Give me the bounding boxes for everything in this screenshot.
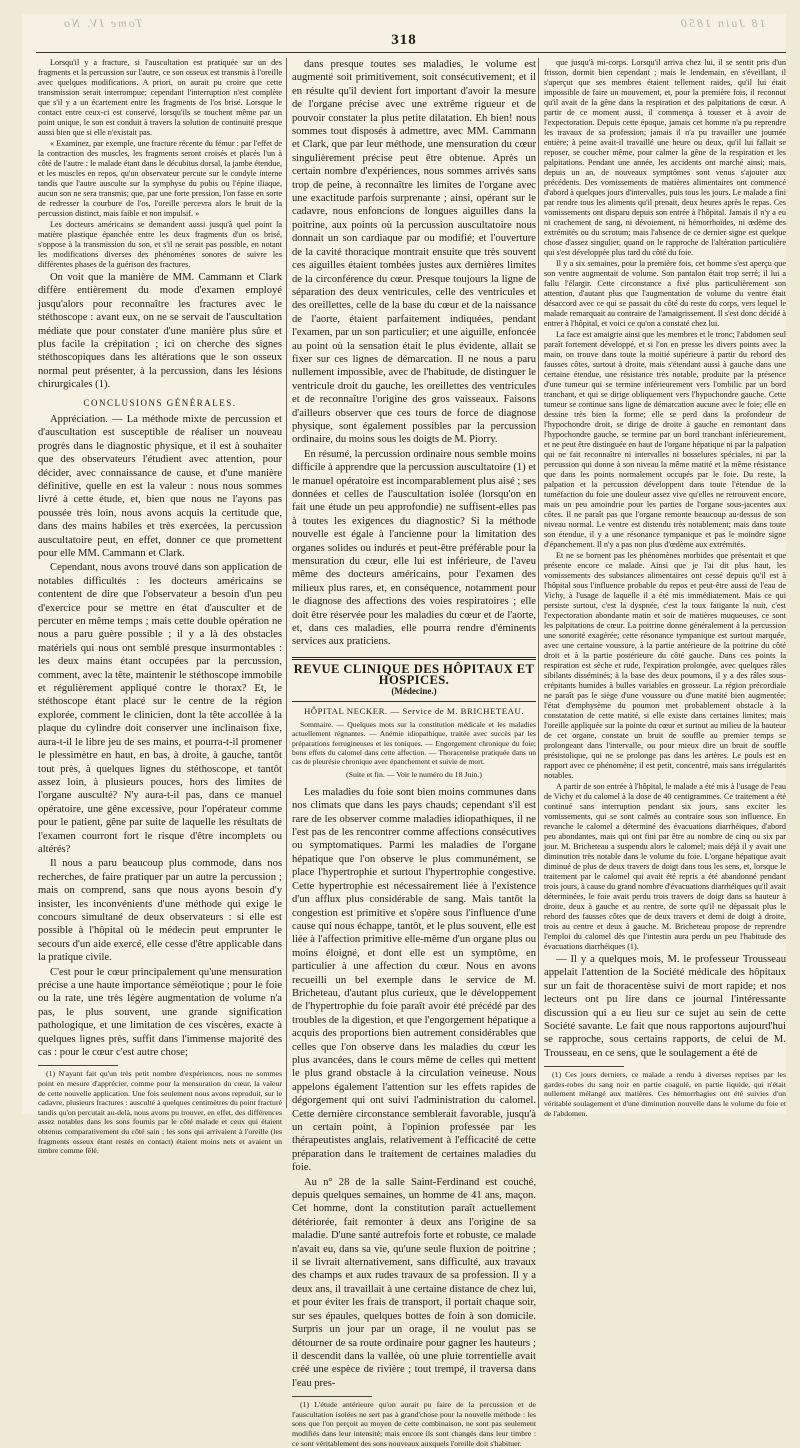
col2-paragraph-3: Les maladies du foie sont bien moins communes dans nos climats que dans les pays chauds; cependant s'il est rare de les observer comme maladies idiopathiques, il ne l'est pas de les rencontrer comme affections consécutives ou symptomatiques. Parmi les maladies de l'organe hépatique que l'on observe le plus communément, se place l'hypertrophie et surtout l'hypertrophie congestive. Cette hypertrophie est nécessairement liée à l'existence d'un afflux plus considérable de sang. Mais tantôt la congestion est primitive et s'opère sous l'influence d'une cause qui nous échappe, tantôt, et le plus souvent, elle est liée à l'affection primitive elle-même d'un organe plus ou moins éloigné, et dont elle est un symptôme, en particulier à une affection du cœur. Nous en avons recueilli un bel exemple dans le service de M. Bricheteau, d'autant plus curieux, que le développement de l'hypertrophie du foie paraît avoir été précédé par des troubles de la digestion, et que l'engorgement hépatique a acquis des proportions bien autrement considérables que celles que l'on observe dans les maladies du cœur les plus avancées, dans le cours même de celles qui mettent le plus grand obstacle à la circulation veineuse. Nous appelons également l'attention sur les effets rapides de dégorgement qui ont suivi l'administration du calomel. Cette dernière circonstance semblerait favorable, jusqu'à un certain point, à l'opinion professée par les thérapeutistes anglais, relativement à l'efficacité de cette préparation dans le traitement de certaines maladies du foie.	[292, 786, 536, 1174]
col2-paragraph-2: En résumé, la percussion ordinaire nous semble moins difficile à apprendre que la percussion auscultatoire (1) et le manuel opératoire est incomparablement plus aisé ; ses données et celles de l'auscultation isolée (lorsqu'on en fait une étude un peu approfondie) ne suffisent-elles pas à toutes les exigences du diagnostic? Si la méthode nouvelle est égale à l'ancienne pour la limitation des organes solides ou indurés et peut-être préférable pour la mensuration du cœur, elle lui est inférieure, de l'aveu même des docteurs américains, pour l'examen des milieux plus rares, et, en conséquence, notamment pour le diagnose des affections des voies respiratoires ; elle doit être réservée pour les maladies du cœur et de l'aorte, et, dans ces maladies, elle pourra rendre d'éminents services aux praticiens.	[292, 448, 536, 648]
col1-paragraph-4: On voit que la manière de MM. Cammann et Clark diffère entièrement du mode d'examen employé jusqu'alors pour reconnaître les fractures avec le stéthoscope : avant eux, on ne se servait de l'auscultation médiate que pour constater d'une manière plus sûre et plus facile la crépitation ; ici on cherche des signes stéthoscopiques dans les altérations que le son osseux normal peut présenter, à la percussion, dans les lésions chirurgicales (1).	[38, 272, 282, 391]
column-3	[544, 58, 786, 1118]
col2-paragraph-4: Au n° 28 de la salle Saint-Ferdinand est couché, depuis quelques semaines, un homme de 41 ans, maçon. Cet homme, dont la constitution paraît actuellement détériorée, fait remonter à deux ans l'origine de sa maladie. D'une santé autrefois forte et robuste, ce malade n'avait eu, dans sa vie, qu'une seule fluxion de poitrine ; il se livrait alternativement, sans difficulté, aux travaux des champs et aux rudes travaux de sa profession. Il y a deux ans, il travaillait à une certaine distance de chez lui, et pour éviter les frais de transport, il portait chaque soir, sur ses épaules, quelques bottes de foin à son domicile. Surpris un jour par un orage, il ne voulut pas se détourner de sa route ordinaire pour gagner les hauteurs ; il descendit dans la vallée, où une pluie torrentielle avait créé une espèce de rivière ; tout trempé, il traversa dans l'eau pres-	[292, 1176, 536, 1389]
column-rule-1	[286, 58, 287, 1108]
revue-title: REVUE CLINIQUE DES HÔPITAUX ET HOSPICES.	[293, 661, 535, 688]
footnote-rule	[38, 1065, 118, 1066]
col2-paragraph-1: dans presque toutes ses maladies, le volume est augmenté soit primitivement, soit consécutivement; et il en résulte qu'il devient fort important d'avoir la mesure de l'organe précise avec une extrême rigueur et de pouvoir constater la plus petite dilatation. Eh bien! nous sommes tout disposés à admettre, avec MM. Cammann et Clark, que par leur méthode, une mensuration du cœur singulièrement précise peut être obtenue. Après un certain nombre d'expériences, nous sommes arrivés sans trop de peine, à reconnaître les limites de l'organe avec une exactitude parfois surprenante ; ainsi, opérant sur le cadavre, nous enfoncions de longues aiguilles dans la poitrine, aux points où la percussion auscultatoire nous donnait un son cardiaque par ou modifié; et l'ouverture de la cavité thoracique montrait ensuite que très souvent ces aiguilles étaient tombées justes aux dernières limites de la circonférence du cœur. Presque toujours la ligne de séparation des deux ventricules, celle des ventricules et des oreillettes, celle de la base du cœur et de la naissance de l'aorte, étaient parfaitement indiquées, pendant l'examen, par un son particulier; et une aiguille, enfoncée au point où la sensation était le plus évidente, allait se fixer sur ces lignes de démarcation. Il ne nous a paru nullement impossible, avec de l'habitude, de distinguer le ventricule droit du gauche, les oreillettes des ventricules et de reconnaître l'origine des gros vaisseaux. Faisons d'ailleurs observer que ces tours de force de diagnose physique, sont également possibles par la percussion ordinaire, du moins sous les doigts de M. Piorry.	[292, 59, 536, 446]
column-rule-2	[538, 58, 539, 1108]
footnote-rule	[292, 1396, 372, 1397]
col3-paragraph-2: Il y a six semaines, pour la première fois, cet homme s'est aperçu que son ventre augmentait de volume. Son pantalon était trop serré; il lui a fallu l'élargir. Cette circonstance a fixé plus particulièrement son attention, d'autant plus que l'augmentation de volume du ventre était désaccord avec ce qui se passait du côté du reste du corps, vers lequel le malade remarquait au contraire de l'amaigrissement. Il s'est donc décidé à entrer à l'hôpital, et voici ce qu'on a constaté chez lui.	[544, 259, 786, 328]
revue-clinique-banner	[292, 657, 536, 702]
column-2	[292, 58, 536, 1448]
col1-paragraph-7: Il nous a paru beaucoup plus commode, dans nos recherches, de faire pratiquer par un autre la percussion ; mais on comprend, sans que nous ayons besoin d'y insister, les inconvénients d'une méthode qui exige le concours simultané de deux observateurs : si elle est possible à l'hôpital où le médecin peut emprunter le secours d'un aide exercé, elle cesse d'être applicable dans la pratique civile.	[38, 858, 282, 964]
summary-continuation-note: (Suite et fin. — Voir le numéro du 18 Juin.)	[346, 769, 482, 779]
col3-paragraph-4: Et ne se bornent pas les phénomènes morbides que présentait et que présente encore ce malade. Ainsi que je l'ai dit plus haut, les vomissements des substances alimentaires ont cessé depuis qu'il est à l'hôpital sous l'influence probable du repos et peut-être aussi de l'eau de Vichy, à l'usage de laquelle il a été mis immédiatement. Mais ce qui persiste surtout, c'est la dyspnée, c'est la toux fatigante la nuit, c'est l'expectoration abondante matin et soir de matières muqueuses, ce sont les palpitations de cœur. La poitrine donne généralement à la percussion une sonorité exagérée; cette résonance tympanique est surtout marquée, avec une certaine voussure, à la partie antérieure de la poitrine du côté droit et à la partie postérieure du côté gauche. Dans ces points la respiration est sèche et rude, l'expiration prolongée, avec quelques râles sibilants disséminés; à la base des deux poumons, il y a des râles sous-crépitants humides à bulles variables en grosseur. La région précordiale ne paraît pas le siège d'une voussure ou d'une matité bien augmentée; l'état d'emphysème du poumon met probablement obstacle à la constatation de cette matité, si elle existe dans certaines limites; mais l'oreille appliquée sur la pointe du cœur et surtout au milieu de la hauteur de cet organe, constate un bruit de souffle au premier temps se prolongeant dans l'intervalle, ou pour mieux dire un bruit de souffle présistolique, qui ne se prolonge pas dans les artères. Le pouls est en rapport avec ce phénomène; il est petit, concentré, mais sans irrégularités notables.	[544, 551, 786, 780]
section-title-conclusions: CONCLUSIONS GÉNÉRALES.	[83, 397, 237, 408]
col2-footnote: (1) L'étude antérieure qu'on aurait pu faire de la percussion et de l'auscultation isolées ne sert pas à grand'chose pour la nouvelle méthode : les sons que l'on perçoit au moyen de cette combinaison, ne sont pas seulement modifiés dans leur intensité; mais encore ils sont changés dans leur timbre : ce sont véritablement des sons nouveaux auxquels l'oreille doit s'habituer.	[292, 1400, 536, 1448]
col1-paragraph-1: Lorsqu'il y a fracture, si l'auscultation est pratiquée sur un des fragments et la percussion sur l'autre, ce son osseux est transmis à l'oreille avec quelques modifications. A priori, on aurait pu croire que cette transmission serait interrompue; cependant l'interruption n'est complète que s'il y a un écartement entre les fragments de l'os brisé. Lorsque le contact entre ceux-ci est conservé, lorsqu'ils se touchent même par un point unique, le son est conduit à travers la solution de continuité presque aussi bien que si elle n'existait pas.	[38, 58, 282, 137]
bleed-through-text-left: Tome IV. No	[62, 16, 143, 30]
col1-paragraph-3: Les docteurs américains se demandent aussi jusqu'à quel point la matière plastique épanchée entre les deux fragments d'un os brisé, s'oppose à la transmission du son, et s'il ne serait pas possible, en notant les modifications diverses des phénomènes sonores de suivre les différentes phases de la guérison des fractures.	[38, 220, 282, 269]
col3-footnote: (1) Ces jours derniers, ce malade a rendu à diverses reprises par les gardes-robes du sang noir en partie coagulé, en partie liquide, qui n'était nullement mélangé aux matières. Ces hémorrhagies ont été suivies d'un véritable soulagement et d'une diminution nouvelle dans le volume du foie et de l'abdomen.	[544, 1070, 786, 1118]
col3-paragraph-1: que jusqu'à mi-corps. Lorsqu'il arriva chez lui, il se sentit pris d'un frisson, dormit bien cependant ; mais le lendemain, en s'éveillant, il s'aperçut que ses membres étaient tellement raides, qu'il lui était impossible de faire un mouvement, et, pour la première fois, il reconnut qu'il avait de la gêne dans la respiration et des palpitations de cœur. A partir de ce moment aussi, il commença à tousser et à avoir de l'expectoration. Depuis cette époque, jamais cet homme n'a pu reprendre les travaux de sa profession; jamais il n'a pu travailler une journée entière; à peine avait-il travaillé une heure ou deux, qu'il lui fallait se reposer, se coucher même, pour calmer la gêne de la respiration et les palpitations. Pendant une année, les accidents ont marché ainsi; mais, depuis un an, de nouveaux symptômes sont venus s'ajouter aux précédents. Des vomissements de matières alimentaires ont commencé d'abord à quelques jours d'intervalles, puis tous les jours. Le malade a fini par rendre tous les aliments qu'il prenait, deux heures après le repas. Ces vomissements ont disparu depuis son entrée à l'hôpital. Jamais il n'y a eu ni crachement de sang, ni dévoiement, ni hémorrhoïdes, ni œdème des extrémités ou du scrotum; mais l'absence de ce dernier signe est quelque chose d'assez singulier, quand on le rapproche de l'altération particulière qui s'est développée plus tard du côté du foie.	[544, 58, 786, 257]
page-header	[22, 14, 786, 50]
col3-paragraph-5: A partir de son entrée à l'hôpital, le malade a été mis à l'usage de l'eau de Vichy et du calomel à la dose de 40 centigrammes. Ce traitement a été continué sans interruption pendant six jours, sans exciter les vomissements, qui se sont calmés au contraire sous son influence. En revanche le calomel a déterminé des évacuations diarrhéiques, d'abord peu abondantes, mais qui ont fini par être au nombre de cinq ou six par jour. M. Bricheteau a suspendu alors le calomel; mais déjà il y avait une diminution très notable dans le volume du foie. L'organe hépatique avait diminué de plus de deux travers de doigt dans tous les sens, et, lorsque le traitement par le calomel qui avait été repris a été abandonné pendant trois jours, à cause du grand nombre d'évacuations diarrhéiques qu'il avait déterminées, le foie avait perdu trois travers de doigt dans sa hauteur à droite, deux à gauche et au centre, de sorte qu'il ne dépassait plus le rebord des fausses côtes que de deux travers et demi de doigt à droite, trois au centre et deux à gauche. M. Bricheteau propose de reprendre l'emploi du calomel dès que l'intestin aura perdu un peu l'habitude des évacuations diarrhéiques (1).	[544, 782, 786, 951]
column-1	[38, 58, 282, 1156]
footnote-rule	[544, 1066, 624, 1067]
summary-paragraph: Sommaire. — Quelques mots sur la constitution médicale et les maladies actuellement régnantes. — Anémie idiopathique, traitée avec succès par les préparations ferrugineuses et les toniques. — Engorgement chronique du foie; bons effets du calomel dans cette affection. — Thoracentèse pratiquée dans un cas de pleurésie chronique avec épanchement et suivie de mort.	[292, 720, 536, 767]
newspaper-page	[22, 14, 786, 1448]
col1-paragraph-6: Cependant, nous avons trouvé dans son application de notables difficultés : les docteurs américains se contentent de dire que l'observateur a besoin d'un peu d'exercice pour se mettre en état d'ausculter et de percuter en même temps ; mais cette double opération ne nous a paru guère possible ; il y a là des obstacles matériels qui nous ont semblé presque insurmontables : les deux mains étant occupées par la percussion, comment, avec la tête, maintenir le stéthoscope immobile et régulièrement appliqué contre le thorax? Et, le stéthoscope étant placé sur le centre de la région explorée, comment le clinicien, dont la tête accollée à la plaque du cylindre doit conserver une inclinaison fixe, aura-t-il le libre jeu de ses mains, et pourra-t-il promener le plessimètre en haut, en bas, à droite, à gauche, tantôt tout près, à quelques lignes du stéthoscope, et tantôt assez loin, à plusieurs pouces, hors des limites de l'organe ausculté? N'y aura-t-il pas, dans ce manuel opératoire, une gêne excessive, pour l'opérateur comme pour le patient, gêne par suite de laquelle les résultats de l'examen courront fort le risque d'être incomplets ou altérés?	[38, 562, 282, 855]
col3-paragraph-6: — Il y a quelques mois, M. le professeur Trousseau appelait l'attention de la Société médicale des hôpitaux sur un fait de thoracentèse suivi de mort rapide; et nos lecteurs ont pu lire dans ce journal l'intéressante discussion qui a eu lieu sur ce sujet au sein de cette Société savante. Le fait que nous rapportons aujourd'hui se rapproche, sous certains rapports, de celui de M. Trousseau, en ce sens, que le soulagement a été de	[544, 954, 786, 1059]
col3-paragraph-3: La face est amaigrie ainsi que les membres et le tronc; l'abdomen seul paraît fortement développé, et si l'on en presse les divers points avec la main, on trouve dans toute la moitié supérieure à partir du rebord des fausses côtes, surtout à droite, mais s'étendant aussi à gauche dans une certaine étendue, une résistance très notable, produite par la présence d'une tumeur qui se termine inférieurement vers l'ombilic par un bord tranchant, et qui se dirige obliquement vers l'hypochondre gauche. Cette tumeur se continue sans ligne de démarcation aucune avec le foie; elle en dessine très bien la forme; elle se perd dans la profondeur de l'hypochondre droit, se dirige de droite à gauche en remontant dans l'hypochondre gauche, se termine par un bord tranchant inférieurement, et ne peut être distinguée en haut de l'organe hépatique ni par la palpation qui ne fait reconnaître ni intervalles ni bosselures spéciales, ni par la percussion qui donne à son niveau la même matité et la même résistance que dans les points normalement occupés par le foie. Du reste, la palpation et la percussion développent dans toute l'étendue de la tuméfaction du foie une douleur assez vive qu'elles ne retrouvent encore, mais un peu amoindrie pour les parties de l'organe sous-jacentes aux côtes. Il ne paraît pas que l'organe remonte beaucoup au-dessus de son niveau normal. Le ventre est distendu très notablement; mais dans toute son étendue, il y a une résonance tympanique et pas le moindre signe d'épanchement. Il n'y a pas non plus d'œdème aux extrémités.	[544, 330, 786, 549]
header-rule	[36, 52, 786, 53]
col1-footnote: (1) N'ayant fait qu'un très petit nombre d'expériences, nous ne sommes point en mesure d'apprécier, comme pour la mensuration du cœur, la valeur de cette nouvelle application. Une fois seulement nous avons reproduit, sur le cadavre, plusieurs fractures : ausculté à quelques centimètres du point fracturé tandis qu'on percutait au-delà, nous avons pu trouver, en effet, des différences assez notables dans les sons fournis par le côté malade et ceux qui étaient obtenus comparativement du côté sain ; les sons qui arrivaient à l'oreille (les fragments osseux étant restés en contact) étaient moins nets et avaient un timbre comme fêlé.	[38, 1069, 282, 1156]
col1-paragraph-5: Appréciation. — La méthode mixte de percussion et d'auscultation est susceptible de réaliser un nouveau progrès dans le diagnostic physique, et il est à souhaiter que des observateurs l'étudient avec attention, pour décider, avec connaissance de cause, et d'une manière définitive, quelle en est la valeur : nous nous sommes livré à cette étude, et, bien que nous ne l'ayons pas poussée très loin, nous avons acquis la certitude que, dans des mains habiles et très exercées, la percussion auscultatoire peut, en effet, donner ce que promettent pour elle MM. Cammann et Clark.	[38, 413, 282, 560]
col1-paragraph-2: « Examinez, par exemple, une fracture récente du fémur : par l'effet de la contraction des muscles, les fragments seront croisés et placés l'un à côté de l'autre : le malade étant dans le décubitus dorsal, la jambe étendue, et les muscles en repos, qu'un observateur percute sur le condyle interne tandis que l'autre ausculte sur la symphyse du pubis ou l'épine iliaque, aucun son ne sera transmis; que, par une forte pression, l'on fasse en sorte de redresser la courbure de l'os, l'oreille percevra alors le bruit de la percussion distinct, mais faible et non impulsif. »	[38, 139, 282, 218]
col1-paragraph-8: C'est pour le cœur principalement qu'une mensuration précise a une haute importance séméiotique ; pour le foie ou la rate, une très légère augmentation de volume n'a pas, le plus souvent, une grande signification pathologique, et une limitation de ces viscères, exacte à quelques lignes près, suffit dans l'immense majorité des cas : pour le cœur c'est autre chose;	[38, 966, 282, 1059]
bleed-through-text-right: 18 Juin 1850	[679, 16, 766, 30]
page-number: 318	[391, 32, 417, 48]
revue-subtitle: (Médecine.)	[391, 686, 437, 697]
hospital-heading: HÔPITAL NECKER. — Service de M. BRICHETEAU.	[303, 705, 525, 716]
